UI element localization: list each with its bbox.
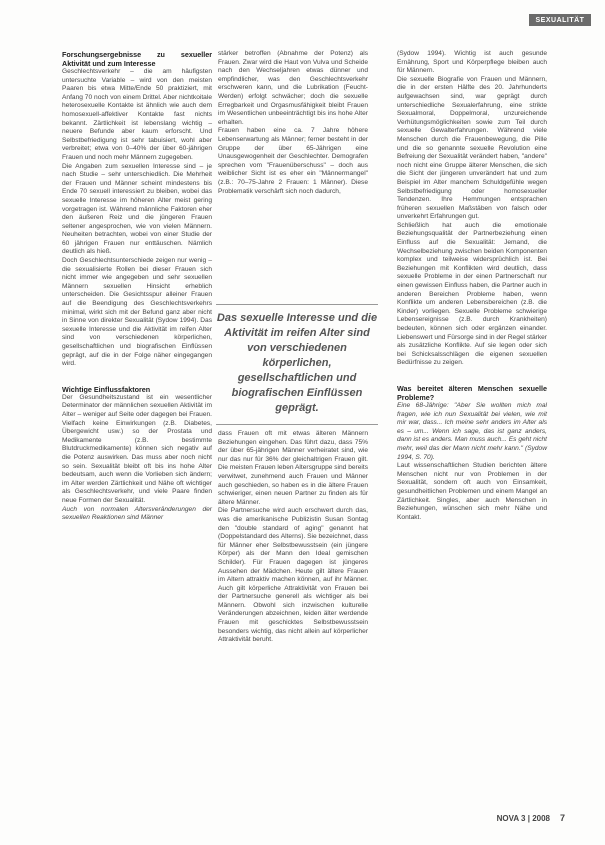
page-footer (497, 813, 565, 823)
quote-paragraph: Eine 68-Jährige: "Aber Sie wollten mich mal fragen, wie ich nun Sexualität bei vielen, wie mit mir war, dass... Ich meine sehr anders im Alter als es – um... Wenn ich sage, das ist ganz anders, dann ist es anders. Man muss auch... Es geht nicht mehr, weil das der Mann nicht mehr kann." (Sydow 1994, S. 70). (397, 401, 547, 461)
paragraph: Geschlechtsverkehr – die am häufigsten untersuchte Variable – wird von den meisten Paaren bis etwa Mitte/Ende 50 praktiziert, mit Anfang 70 noch von einem Drittel. Aber nichtkoitale heterosexuelle Kontakte ist ähnlich wie auch dem homosexuell-affektiver Kontakte fast nichts bekannt. Zärtlichkeit ist lebenslang wichtig – neuere Befunde aber kaum erforscht. Und Selbstbefriedigung ist sehr tabuisiert, wohl aber verbreitet; etwa von 0–40% der über 60-jährigen Frauen und noch mehr Männern zugegeben. (62, 68, 212, 161)
paragraph: dass Frauen oft mit etwas älteren Männern Beziehungen eingehen. Das führt dazu, dass 75% der über 65-jährigen Männer verheiratet sind, wie nur das nur für 36% der gleichaltrigen Frauen gilt. Die meisten Frauen leben Altersgruppe sind bereits verwitwet, zunehmend auch Frauen und Männer auch geschieden, so haben es in die ältere Frauen schwieriger, einen neuen Partner zu finden als für ältere Männer. (218, 430, 368, 506)
section-heading: Forschungsergebnisse zu sexueller Aktivität und zum Interesse (62, 50, 212, 68)
column-1 (62, 50, 212, 523)
section-tab: SEXUALITÄT (529, 14, 591, 26)
paragraph: Frauen haben eine ca. 7 Jahre höhere Lebenserwartung als Männer; ferner besteht in der Gruppe der über 65-Jährigen eine Unausgewogenheit der Geschlechter. Demografen sprechen vom "Frauenüberschuss" – doch aus weiblicher Sicht ist es eher ein "Männermangel" (z.B.: 70–75-Jahre 2 Frauen: 1 Männer). Diese Problematik verschärft sich noch dadurch, (218, 127, 368, 195)
paragraph: Auch von normalen Altersveränderungen der sexuellen Reaktionen sind Männer (62, 505, 212, 522)
paragraph: Schließlich hat auch die emotionale Beziehungsqualität der Partnerbeziehung einen Einfluss auf die Sexualität: Jemand, die Wechselbeziehung zwischen beiden Komponenten komplex und teilweise widersprüchlich ist. Bei Beziehungen mit Konflikten wird deutlich, dass sexuelle Probleme in der einen Partnerschaft nur einen gewissen Einfluss haben, die Partner auch in anderen Bereichen Probleme haben, wenn Konflikte um anderen Lebensbereichen (z.B. die Kinder) vorliegen. Sexuelle Probleme schwierige Lebensereignisse (z.B. durch Krankheiten) bedeuten, können sich oder ergänzen einander. Liebenswert und Fürsorge sind in der Regel stärker als zusätzliche Konflikte. Auf sie legen oder sich bei Schicksalsschlägen die eigenen sexuellen Bedürfnisse zu zeigen. (397, 221, 547, 367)
paragraph: Die Partnersuche wird auch erschwert durch das, was die amerikanische Publizistin Susan Sontag den "double standard of aging" genannt hat (Doppelstandard des Alterns). Sie bezeichnet, dass für Männer eher Selbstbewusstsein (ein jüngere Körper) als der Mann den Ideal gemischen Schilder). Für Frauen dagegen ist jüngeres Aussehen der Mädchen. Heute gilt ältere Frauen im Altern attraktiv machen können, auf ihr Männer. Auch gilt körperliche Attraktivität von Frauen bei der Partnersuche generell als wichtiger als bei Männern. Obwohl sich inzwischen kulturelle Veränderungen abzeichnen, leiden älter werdende Frauen mit geschicktes Selbstbewusstsein besonders wichtig, das nicht allein auf körperlicher Attraktivität beruht. (218, 507, 368, 644)
magazine-issue: NOVA 3 | 2008 (496, 814, 550, 823)
page-number: 7 (559, 813, 565, 823)
paragraph: Die sexuelle Biografie von Frauen und Männern, die in der ersten Hälfte des 20. Jahrhunderts aufgewachsen sind, war geprägt durch unterschiedliche Sexualerfahrung, eine strikte Sexualmoral, Doppelmoral, unzureichende Verhütungsmöglichkeiten sowie zum Teil durch sexuelle Gewalterfahrungen. Während viele Menschen durch die Frauenbewegung, die Pille und die so genannte sexuelle Revolution eine Befreiung der Sexualität verändert haben, "andere" noch nicht eine Gruppe älterer Menschen, die sich die Sicht der jüngeren unverändert hat und zum Beispiel im Alter manchem Schuldgefühle wegen Selbstbefriedigung oder homosexueller Tendenzen. Ihre Hemmungen entsprachen früheren sexuellen Maßstäben von falsch oder unverkehrt Erfahrungen gut. (397, 75, 547, 221)
paragraph: Der Gesundheitszustand ist ein wesentlicher Determinator der männlichen sexuellen Aktivität im Alter – weniger auf Seite oder dagegen bei Frauen. Vielfach keine Einwirkungen (z.B. Diabetes, Übergewicht usw.) so der Prostata und Medikamente (z.B. bestimmte Blutdruckmedikamente) können sich negativ auf die Potenz auswirken. Das muss aber noch nicht so sein. Sexualität bleibt oft bis ins hohe Alter bedeutsam, auch wenn die Vorlieben sich ändern; im Alter werden Zärtlichkeit und Nähe oft wichtiger als Geschlechtsverkehr, und viele Paare finden neue Formen der Sexualität. (62, 393, 212, 504)
paragraph: Doch Geschlechtsunterschiede zeigen nur wenig – die sexualisierte Rollen bei dieser Frauen sich nicht immer wie angegeben und sehr sexuellen Männern sexuellen Hinsicht erheblich unterscheiden. Die Gesichtsspur alleiner Frauen auf die Beendigung des Geschlechtsverkehrs minimal, wirkt sich mit der Befund ganz aber nicht in Sinne von direkter Sexualität (Sydow 1994). Das sexuelle Interesse und die Aktivität im reifen Alter sind von verschiedenen körperlichen, gesellschaftlichen und biografischen Einflüssen geprägt, auf die in der Folge näher eingegangen wird. (62, 257, 212, 368)
section-heading: Was bereitet älteren Menschen sexuelle Probleme? (397, 383, 547, 402)
column-2-bottom (218, 430, 368, 645)
column-2-top (218, 50, 368, 196)
paragraph: Die Angaben zum sexuellen Interesse sind – je nach Studie – sehr unterschiedlich. Die Mehrheit der Frauen und Männer scheint mindestens bis Ende 70 sexuell interessiert zu bleiben, wobei das sexuelle Interesse im höheren Alter meist gering vorgetragen ist. Während männliche Faktoren eher den äußeren Reiz und die jüngeren Frauen seltener angesprochen, wie von vielen Männern. Neuheiten betrachten, wobei von einer Studie der 60 jährigen Frauen nur enttäuschen. Nämlich deutlich als hieß. (62, 162, 212, 256)
section-heading: Wichtige Einflussfaktoren (62, 384, 151, 394)
paragraph: (Sydow 1994). Wichtig ist auch gesunde Ernährung, Sport und Körperpflege bleiben auch für Männern. (397, 50, 547, 75)
paragraph: Laut wissenschaftlichen Studien berichten ältere Menschen nicht nur von Problemen in der Sexualität, sondern oft auch von Einsamkeit, gesundheitlichen Problemen und einem Mangel an Zärtlichkeit. Singles, aber auch Menschen in Beziehungen, wünschen sich mehr Nähe und Kontakt. (397, 462, 547, 521)
paragraph: stärker betroffen (Abnahme der Potenz) als Frauen. Zwar wird die Haut von Vulva und Scheide nach den Wechseljahren etwas dünner und empfindlicher, was den Geschlechtsverkehr erschweren kann, und die Lubrikation (Feucht-Werden) erfolgt schwächer; doch die sexuelle Erregbarkeit und Orgasmusfähigkeit bleibt Frauen im Wesentlichen unbeeinträchtigt bis ins hohe Alter erhalten. (218, 50, 368, 126)
column-3 (397, 50, 547, 522)
pull-quote: Das sexuelle Interesse und die Aktivität im reifen Alter sind von verschiedenen körperlichen, gesellschaftlichen und biografischen Einflüssen geprägt. (216, 304, 378, 425)
